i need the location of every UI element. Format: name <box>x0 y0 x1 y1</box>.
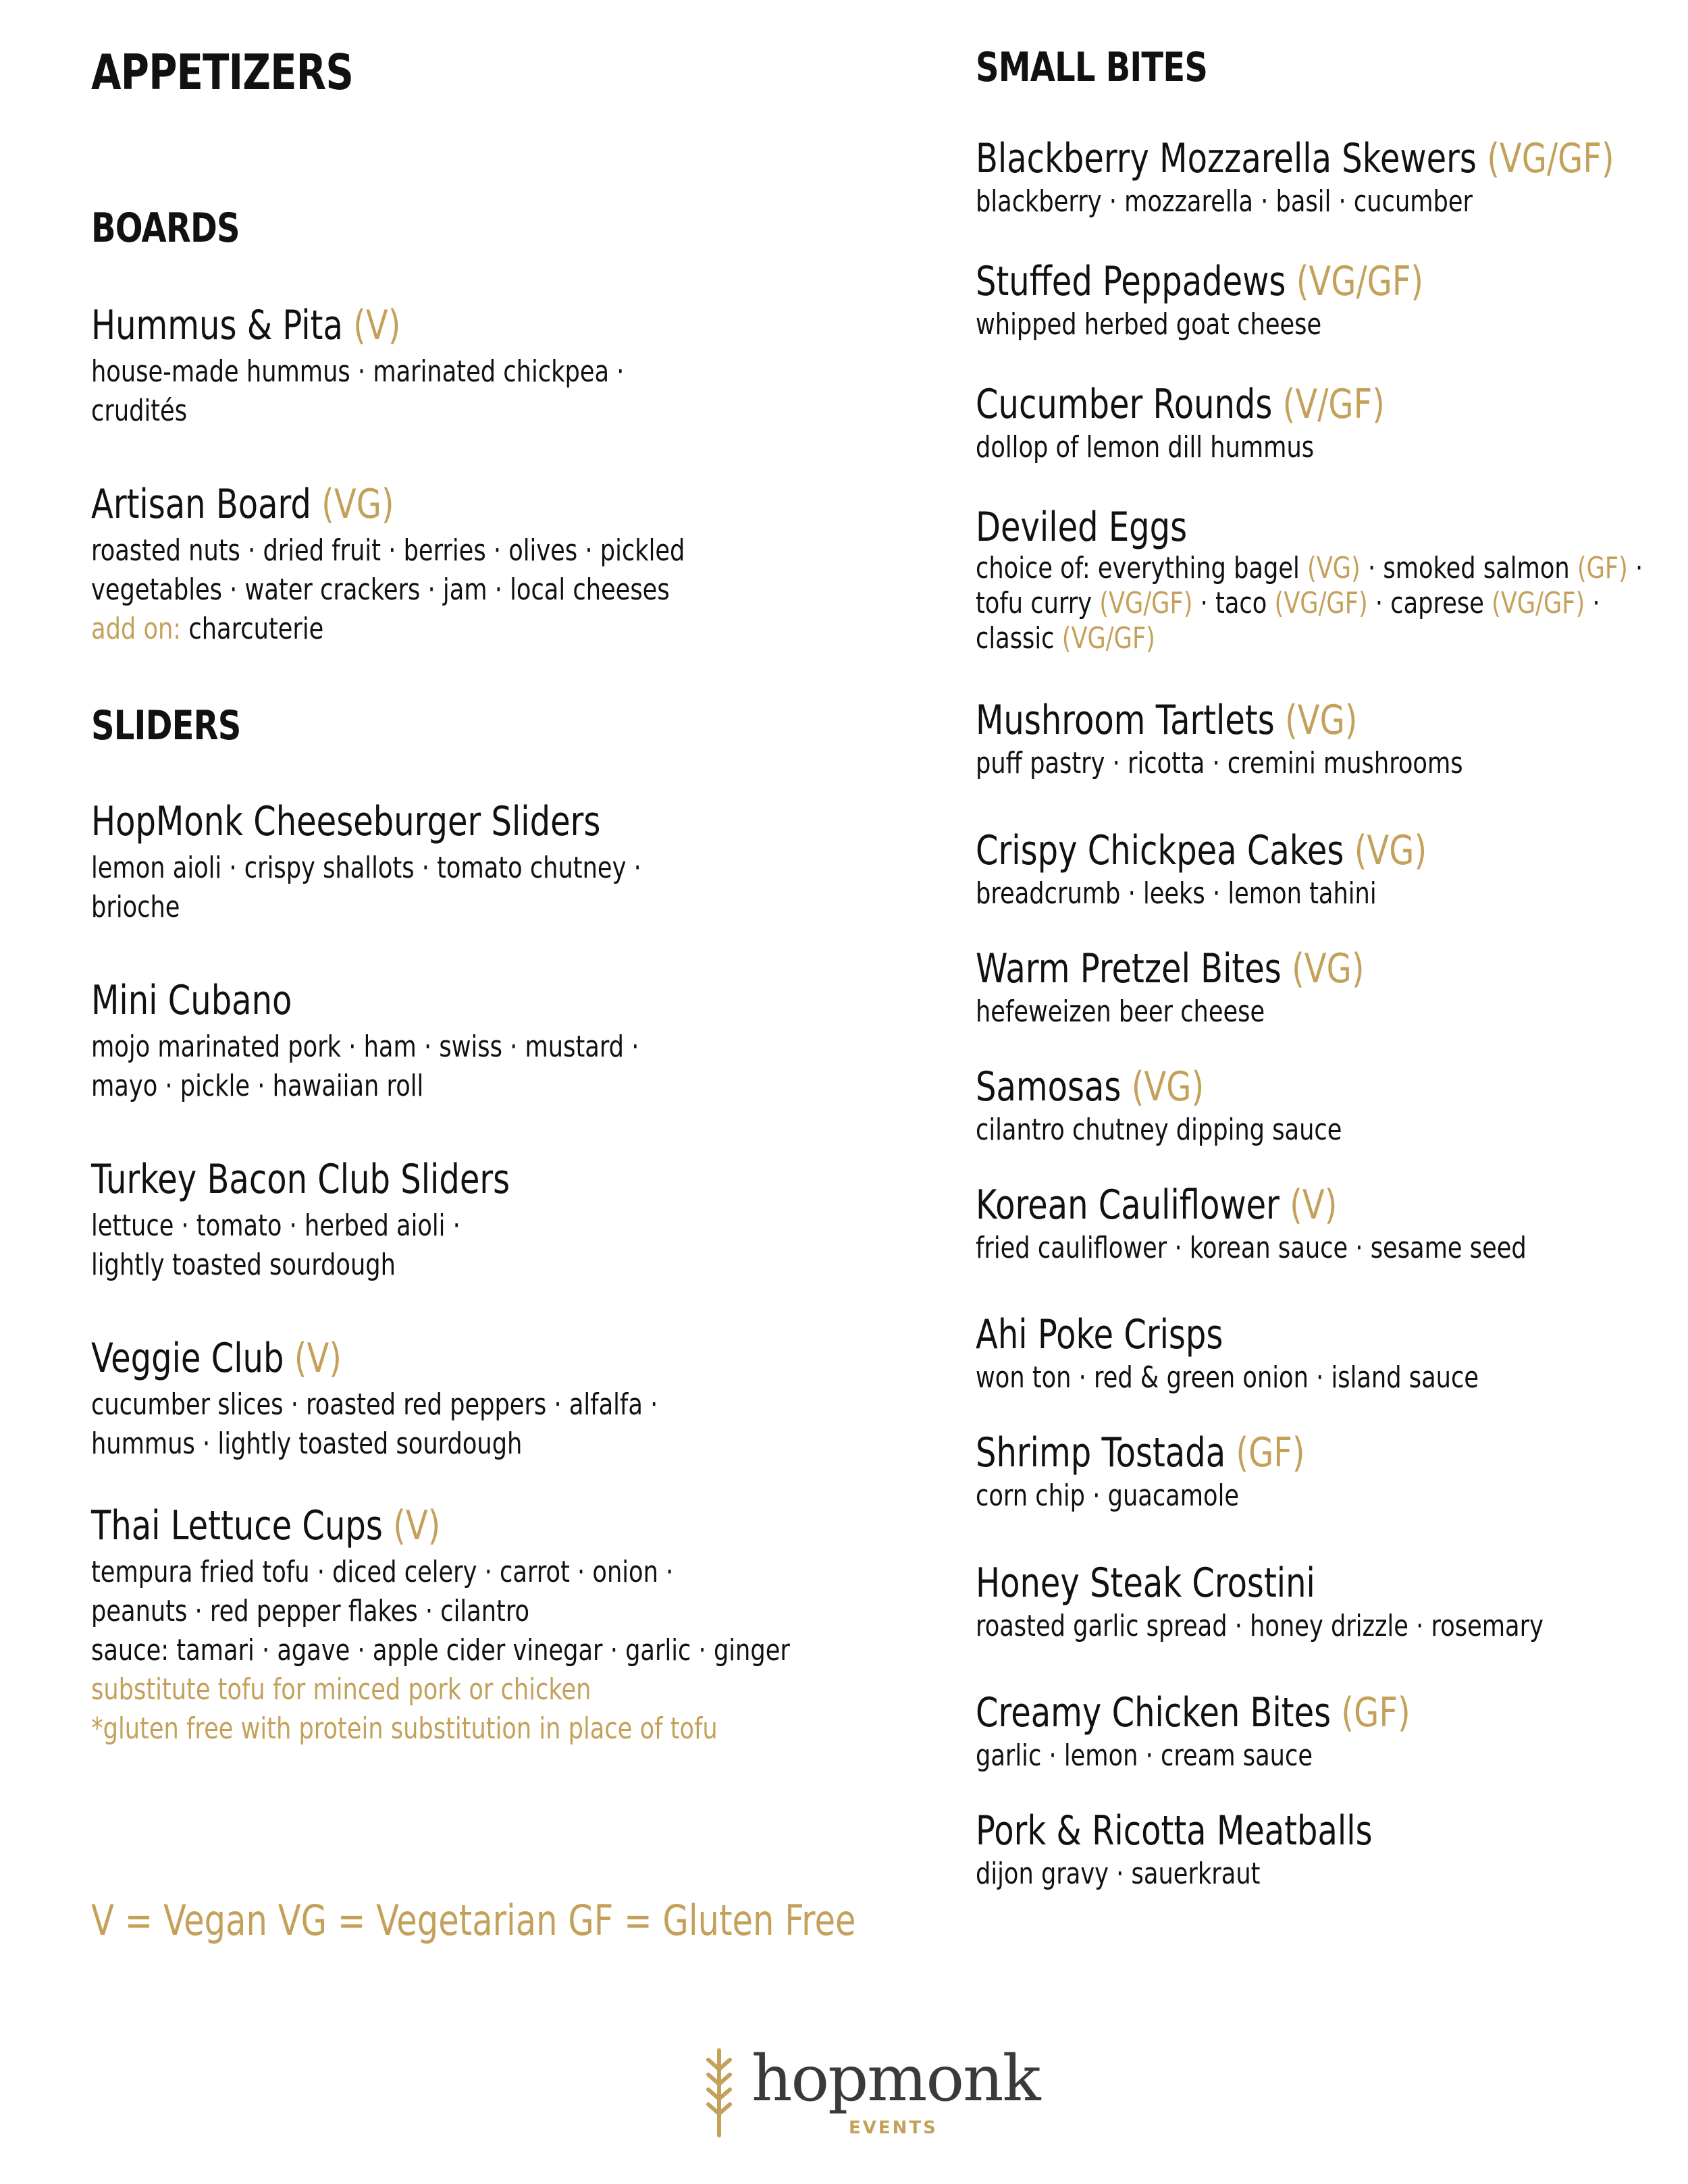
menu-item-description: whipped herbed goat cheese <box>976 307 1322 342</box>
menu-item-description: lemon aioli · crispy shallots · tomato chutney · brioche <box>91 851 641 924</box>
menu-item-description: fried cauliflower · korean sauce · sesame seed <box>976 1231 1527 1265</box>
menu-item-description: mojo marinated pork · ham · swiss · mustard · mayo · pickle · hawaiian roll <box>91 1030 639 1103</box>
hopmonk-logo <box>699 2042 1040 2143</box>
menu-item-description: dollop of lemon dill hummus <box>976 430 1315 464</box>
menu-item-name: Honey Steak Crostini <box>976 1560 1315 1607</box>
logo-wordmark: hopmonk <box>751 2042 1040 2116</box>
sliders-heading: SLIDERS <box>91 702 241 749</box>
diet-tag: (V/GF) <box>1282 381 1385 428</box>
menu-item-name: Veggie Club (V) <box>91 1335 342 1382</box>
menu-item-description: puff pastry · ricotta · cremini mushrooms <box>976 746 1463 780</box>
menu-item-description: dijon gravy · sauerkraut <box>976 1857 1261 1891</box>
diet-tag: (VG) <box>1285 697 1358 744</box>
menu-item-name: Korean Cauliflower (V) <box>976 1181 1338 1229</box>
menu-item-name: Mini Cubano <box>91 977 292 1024</box>
menu-item-name: Thai Lettuce Cups (V) <box>91 1502 441 1549</box>
menu-item-description: tempura fried tofu · diced celery · carrot · onion · peanuts · red pepper flakes · cilantro sauce: tamari · agave · apple cider vinegar · garlic · ginger substitute tofu for minced pork or chicken *gluten free with protein substitution in place of tofu <box>91 1553 790 1749</box>
menu-item-description: lettuce · tomato · herbed aioli · lightly toasted sourdough <box>91 1208 460 1282</box>
diet-tag: (VG) <box>1292 945 1365 992</box>
menu-item-description: blackberry · mozzarella · basil · cucumber <box>976 184 1473 219</box>
menu-item-name: Pork & Ricotta Meatballs <box>976 1807 1373 1855</box>
menu-item-name: Shrimp Tostada (GF) <box>976 1429 1305 1476</box>
menu-item-name: Artisan Board (VG) <box>91 481 394 528</box>
menu-note: *gluten free with protein substitution in place of tofu <box>91 1711 718 1746</box>
menu-item-name: Creamy Chicken Bites (GF) <box>976 1689 1410 1736</box>
addon-line: add on: charcuterie <box>91 612 324 646</box>
menu-item-name: Crispy Chickpea Cakes (VG) <box>976 827 1427 874</box>
diet-tag: (VG) <box>321 481 394 528</box>
diet-tag: (GF) <box>1236 1429 1305 1476</box>
diet-tag: (V) <box>294 1335 342 1382</box>
menu-item-name: Deviled Eggs <box>976 504 1188 551</box>
menu-item-description: roasted nuts · dried fruit · berries · olives · pickled vegetables · water crackers · jam · local cheeses add on: charcuterie <box>91 531 685 649</box>
menu-item-description: choice of: everything bagel (VG) · smoked salmon (GF) · tofu curry (VG/GF) · taco (VG/GF) · caprese (VG/GF) · classic (VG/GF) <box>976 551 1643 656</box>
menu-item-description: hefeweizen beer cheese <box>976 994 1265 1029</box>
menu-item-name: Blackberry Mozzarella Skewers (VG/GF) <box>976 135 1614 182</box>
menu-item-name: Cucumber Rounds (V/GF) <box>976 381 1385 428</box>
menu-item-description: garlic · lemon · cream sauce <box>976 1738 1313 1773</box>
diet-tag: (V) <box>353 302 401 349</box>
small-bites-heading: SMALL BITES <box>976 44 1208 91</box>
menu-item-description: cilantro chutney dipping sauce <box>976 1113 1342 1147</box>
diet-tag: (V) <box>393 1502 441 1549</box>
menu-note: substitute tofu for minced pork or chicken <box>91 1672 591 1707</box>
menu-item-description: corn chip · guacamole <box>976 1479 1240 1513</box>
menu-item-name: Warm Pretzel Bites (VG) <box>976 945 1365 992</box>
diet-tag: (V) <box>1290 1181 1338 1229</box>
diet-tag: (VG) <box>1354 827 1427 874</box>
menu-item-name: Ahi Poke Crisps <box>976 1311 1223 1358</box>
menu-item-name: Hummus & Pita (V) <box>91 302 401 349</box>
menu-item-description: breadcrumb · leeks · lemon tahini <box>976 876 1377 911</box>
diet-tag: (GF) <box>1341 1689 1410 1736</box>
diet-tag: (VG/GF) <box>1296 258 1424 305</box>
diet-legend: V = Vegan VG = Vegetarian GF = Gluten Free <box>91 1896 856 1945</box>
menu-item-description: house-made hummus · marinated chickpea · crudités <box>91 354 625 428</box>
logo-subtitle: EVENTS <box>849 2118 938 2138</box>
boards-heading: BOARDS <box>91 205 240 252</box>
page-title: APPETIZERS <box>91 44 354 101</box>
menu-item-name: Stuffed Peppadews (VG/GF) <box>976 258 1424 305</box>
diet-tag: (VG) <box>1131 1063 1205 1111</box>
menu-item-description: won ton · red & green onion · island sauce <box>976 1360 1479 1395</box>
menu-item-name: Mushroom Tartlets (VG) <box>976 697 1358 744</box>
menu-item-description: roasted garlic spread · honey drizzle · rosemary <box>976 1609 1544 1643</box>
menu-item-name: Samosas (VG) <box>976 1063 1205 1111</box>
menu-item-name: HopMonk Cheeseburger Sliders <box>91 798 601 845</box>
diet-tag: (VG/GF) <box>1487 135 1614 182</box>
menu-item-name: Turkey Bacon Club Sliders <box>91 1156 510 1203</box>
menu-item-description: cucumber slices · roasted red peppers · alfalfa · hummus · lightly toasted sourdough <box>91 1387 658 1461</box>
